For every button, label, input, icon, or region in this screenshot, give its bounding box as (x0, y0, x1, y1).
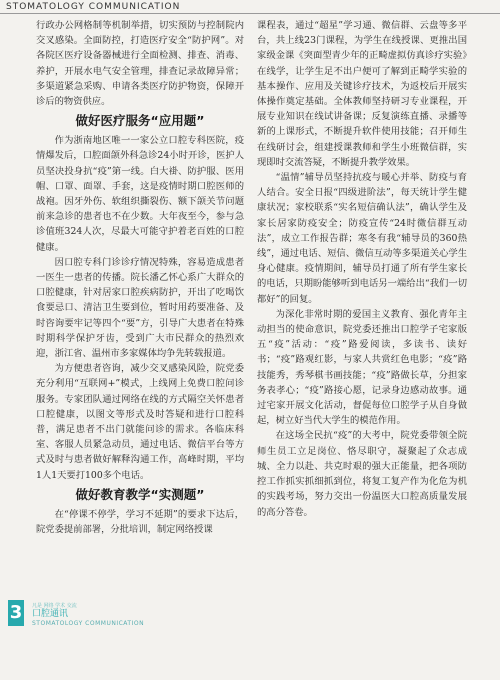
section-heading: 做好教育教学“实测题” (75, 486, 205, 502)
paragraph: 为方便患者咨询，减少交叉感染风险，院党委充分利用“互联网+”模式，上线网上免费口腔问诊服务。专家团队通过网络在线的方式隔空关怀患者口腔健康，以图文等形式及时答疑和进行口腔科普，满足患者不出门就能问诊的需求。各临床科室、客服人员紧急动员，通过电话、微信平台等方式及时与患者做好解释沟通工作，高峰时期，平均1人1天要打100多个电话。 (36, 363, 244, 481)
paragraph: 因口腔专科门诊诊疗情况特殊，容易造成患者一医生一患者的传播。院长潘乙怀心系广大群众的口腔健康，针对居家口腔疾病防护，开出了吃喝饮食要忌口、清洁卫生要到位，暂时用药要准备、及时咨询要牢记等四个“要”方，引导广大患者在特殊时期科学保护牙齿，受到广大市民群众的热烈欢迎，浙江省、温州市多家媒体均争先转载报道。 (36, 256, 244, 360)
logo-tagline: 凡是 网络 学术 交流 (32, 603, 77, 609)
header-rule (0, 13, 500, 14)
running-header (0, 0, 500, 14)
footer-logo (32, 603, 144, 628)
paragraph: 作为浙南地区唯一一家公立口腔专科医院，疫情爆发后，口腔面颌外科急诊24小时开诊，医护人员坚决投身抗“疫”第一线。白大褂、防护服、医用帽、口罩、面罩、手套，这是疫情时期口腔医师的战袍。因牙外伤、软组织撕裂伤、额下颌关节问题前来急诊的患者也不在少数。大年夜至今，参与急诊值班324人次，尽最大可能守护着老百姓的口腔健康。 (36, 135, 244, 253)
page-number: 3 (8, 600, 24, 626)
paragraph: 在这场全民抗“疫”的大考中，院党委带领全院师生员工立足岗位、恪尽职守，凝聚起了众志成城、全力以赴、共克时艰的强大正能量，把各项防控工作抓实抓细抓到位，将复工复产作为化危为机的实践考场，努力交出一份温医大口腔高质量发展的高分答卷。 (257, 430, 467, 518)
right-column (257, 18, 467, 520)
paragraph: “温情”辅导员坚持抗疫与暖心并举、防疫与育人结合。安全日报“四级进阶法”，每天统计学生健康状况；家校联系“实名短信确认法”，确认学生及家长居家防疫安全；防疫宣传“24时微信群互动法”，成立工作报告群；寒冬有我“辅导员的360热线”，通过电话、短信、微信互动等多渠道关心学生身心健康。疫情期间，辅导员打通了所有学生家长的电话，只期盼能够听到电话另一端给出“我们一切都好”的回复。 (257, 172, 467, 305)
paragraph: 为深化非常时期的爱国主义教育、强化青年主动担当的使命意识，院党委还推出口腔学子宅家版五“疫”活动：“疫”路爱阅读，多读书、读好书；“疫”路观红影，与家人共赏红色电影；“疫”路技能秀，秀琴棋书画技能；“疫”路做长草，分担家务表孝心；“疫”路接心愿，记录身边感动故事。通过宅家开展文化活动，督促每位口腔学子从自身做起，树立好当代大学生的模范作用。 (257, 308, 467, 427)
paragraph: 在“停课不停学，学习不延期”的要求下达后，院党委提前部署，分批培训，制定网络授课 (36, 508, 244, 536)
logo-chinese-title: 口腔通讯 (32, 609, 69, 619)
left-column (36, 18, 244, 537)
section-heading: 做好医疗服务“应用题” (75, 113, 205, 129)
paragraph: 课程表，通过“超星”学习通、微信群、云盘等多平台，共上线23门课程，为学生在线授课、更推出国家级金课《突面型青少年的正畸虚拟仿真诊疗实验》在线学，让学生足不出户便可了解到正畸学实验的基本操作、应用及关键诊疗技术，为返校后开展实体操作奠定基础。全体教师坚持研习专业课程，开展专业知识在线试讲备课；反复演练直播、录播等新的上课形式，不断提升软件使用技能；召开师生在线研讨会，组建授课教师和学生小班微信群，实现即时交流答疑，不断提升教学效果。 (257, 20, 467, 168)
logo-english-title: STOMATOLOGY COMMUNICATION (32, 620, 145, 627)
paragraph: 行政办公网格制等机制举措，切实预防与控制院内交叉感染。全面防控，打造医疗安全“防护网”。对各院区医疗设备器械进行全面检测、排查、消毒、养护，开展水电气安全管理，排查记录故障异常；多渠道紧急采购、申请各类医疗防护物资，保障开诊后的物资供应。 (36, 20, 244, 108)
journal-title: STOMATOLOGY COMMUNICATION (6, 2, 181, 12)
